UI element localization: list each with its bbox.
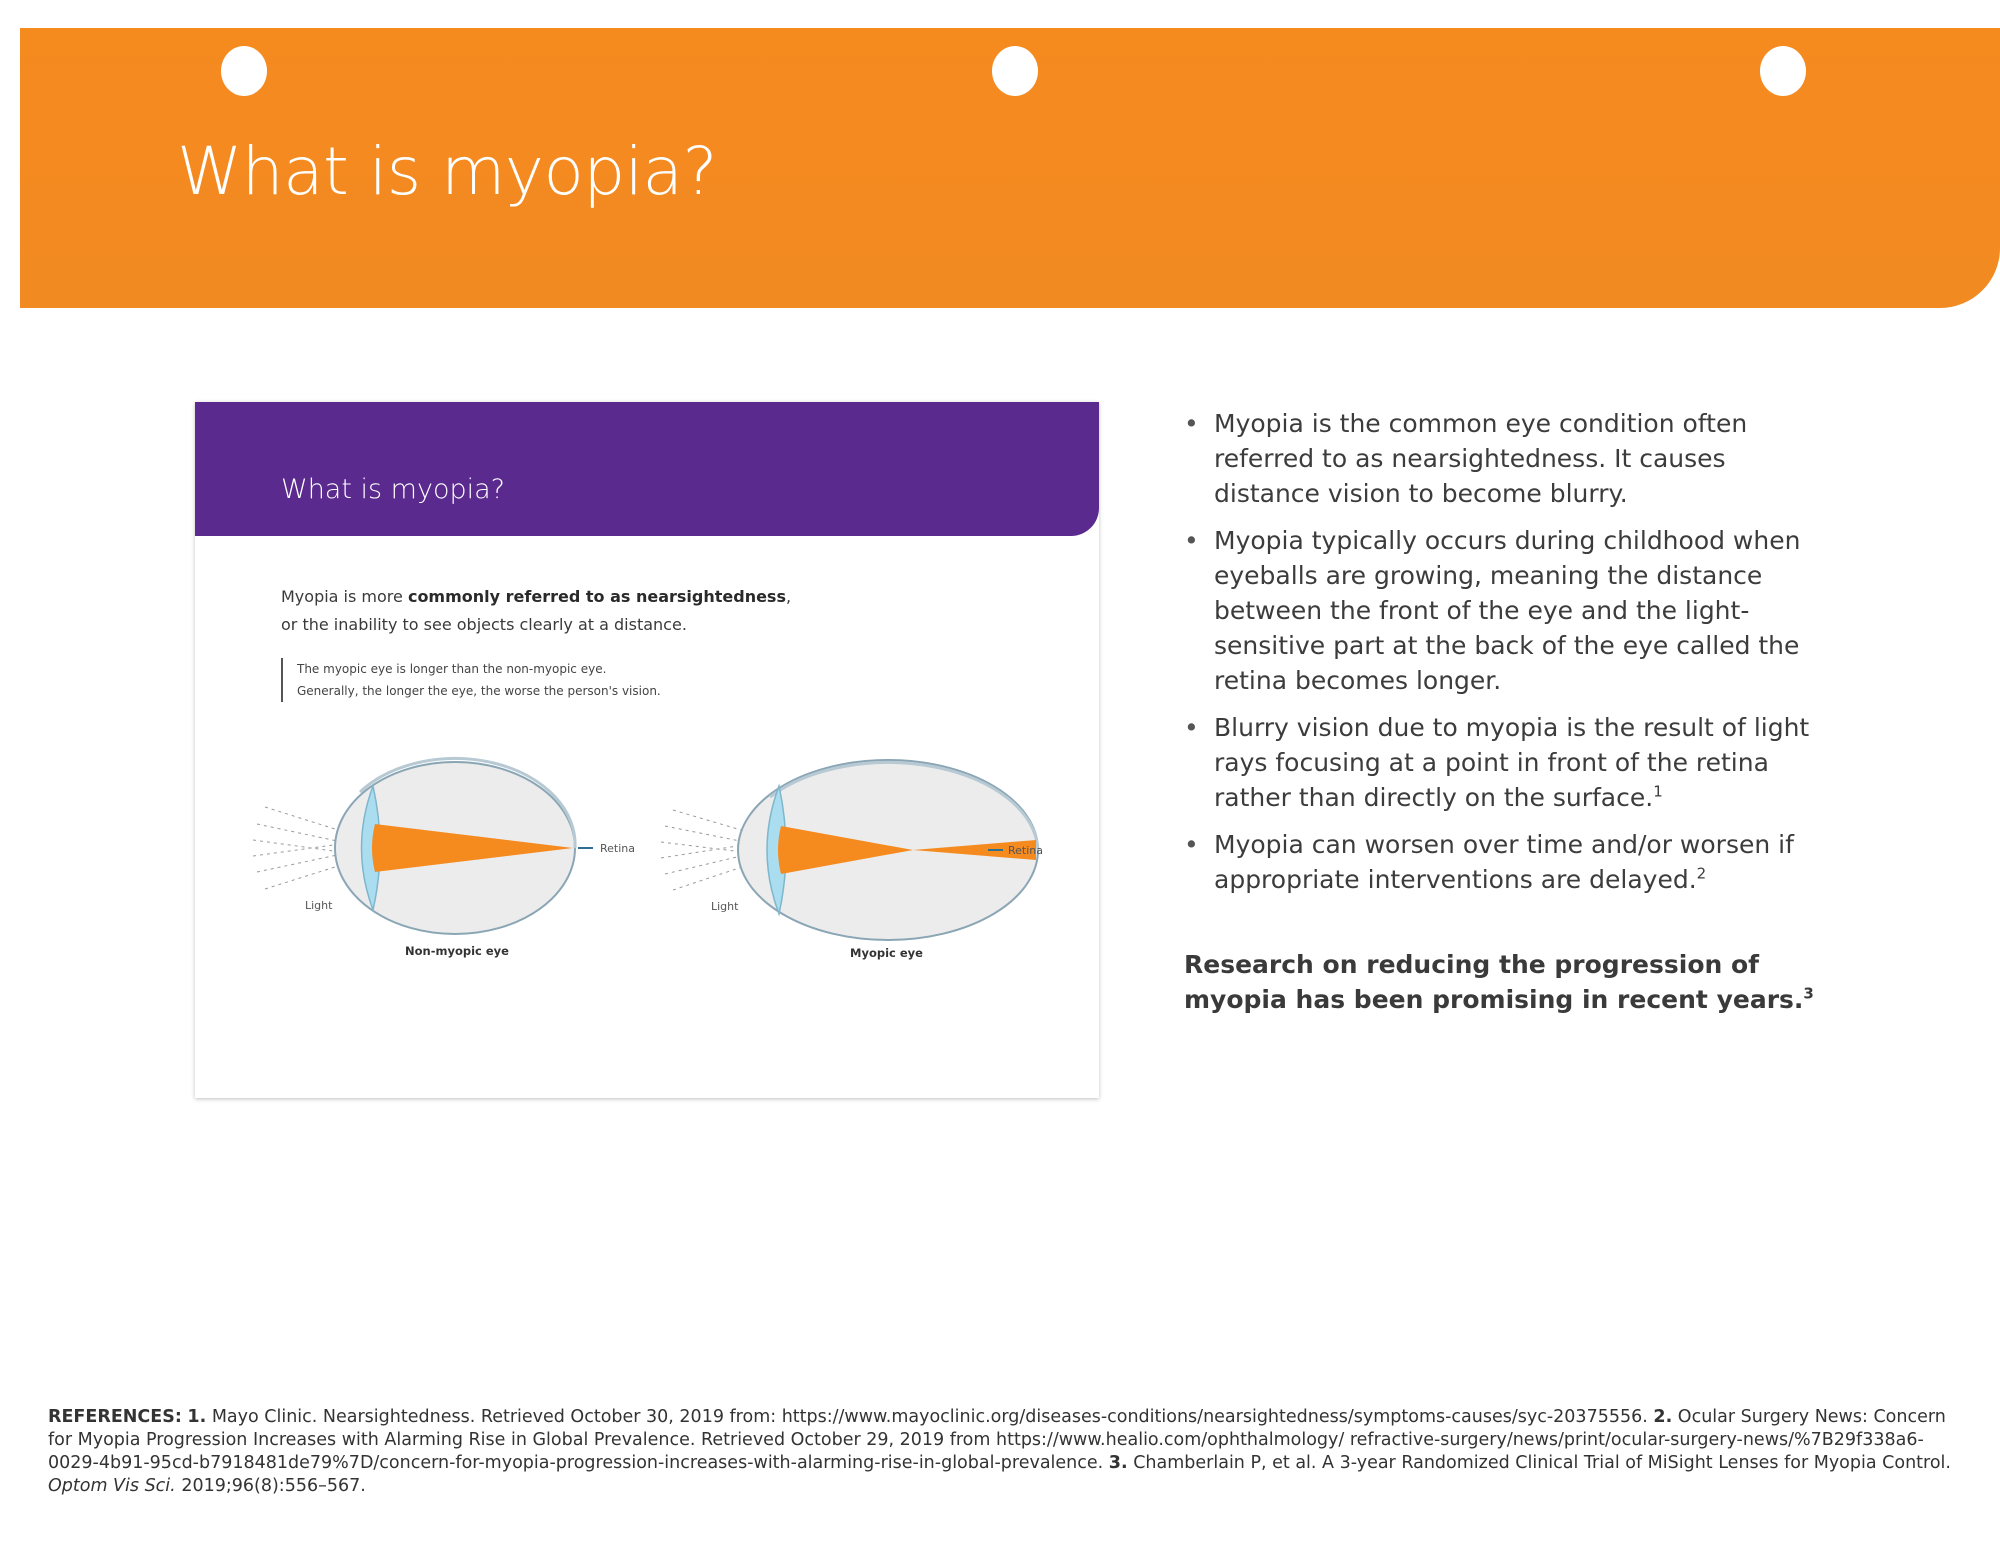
reference-number: 2.: [1653, 1407, 1673, 1427]
left-light-label: Light: [305, 899, 333, 912]
card-title: What is myopia?: [281, 474, 505, 505]
note-line-1: The myopic eye is longer than the non-myopic eye.: [297, 662, 607, 676]
reference-3: Chamberlain P, et al. A 3-year Randomized Clinical Trial of MiSight Lenses for Myopia Control.: [1133, 1453, 1951, 1473]
non-myopic-eye-illustration: [253, 758, 635, 958]
references: [48, 1406, 1968, 1498]
non-myopic-caption: Non-myopic eye: [405, 944, 509, 958]
page-title: What is myopia?: [177, 133, 718, 210]
bullet-text: Myopia can worsen over time and/or worsen if appropriate interventions are delayed.: [1214, 830, 1794, 894]
myopic-eye-illustration: [661, 760, 1043, 960]
reference-1: Mayo Clinic. Nearsightedness. Retrieved October 30, 2019 from: https://www.mayoclinic.org/diseases-conditions/nearsightedness/symptoms-causes/syc-20375556.: [211, 1407, 1648, 1427]
eye-diagram: [195, 752, 1099, 1042]
reference-2: Ocular Surgery News: Concern for Myopia Progression Increases with Alarming Rise in Global Prevalence. Retrieved October 29, 2019 from https://www.healio.com/ophthalmology/ refractive-surgery/news/print/ocular-surgery-news/%7B29f338a6-0029-4b91-95cd-b7918481de79%7D/concern-for-myopia-progression-increases-with-alarming-rise-in-global-prevalence.: [48, 1407, 1946, 1473]
punch-hole-left: [221, 46, 267, 96]
reference-3-journal: Optom Vis Sci.: [48, 1476, 176, 1496]
myopia-card: [195, 402, 1099, 1098]
reference-number: 1.: [187, 1407, 207, 1427]
reference-3-details: 2019;96(8):556–567.: [181, 1476, 366, 1496]
card-header: [195, 402, 1099, 536]
list-item: [1184, 710, 1824, 815]
bullet-text: Blurry vision due to myopia is the result of light rays focusing at a point in front of the retina rather than directly on the surface.: [1214, 713, 1810, 812]
intro-text-start: Myopia is more: [281, 587, 408, 606]
research-statement: [1184, 947, 1824, 1017]
intro-bold-text: commonly referred to as nearsightedness: [407, 587, 786, 606]
references-label: REFERENCES:: [48, 1407, 182, 1427]
citation-marker: 3: [1803, 984, 1814, 1003]
citation-marker: 1: [1653, 782, 1663, 801]
bullet-text: Myopia is the common eye condition often referred to as nearsightedness. It causes distance vision to become blurry.: [1214, 409, 1748, 508]
list-item: [1184, 827, 1824, 897]
reference-number: 3.: [1108, 1453, 1128, 1473]
list-item: [1184, 406, 1824, 511]
myopia-facts-list: [1184, 406, 1824, 909]
research-text: Research on reducing the progression of myopia has been promising in recent years.: [1184, 950, 1804, 1014]
intro-comma: ,: [785, 587, 792, 606]
note-line-2: Generally, the longer the eye, the worse the person's vision.: [297, 684, 661, 698]
bullet-text: Myopia typically occurs during childhood when eyeballs are growing, meaning the distance between the front of the eye and the light-sensitive part at the back of the eye called the retina becomes longer.: [1214, 526, 1801, 695]
card-note: [281, 658, 661, 702]
citation-marker: 2: [1696, 864, 1707, 883]
intro-text-line2: or the inability to see objects clearly at a distance.: [281, 615, 687, 634]
card-intro: [281, 583, 841, 639]
myopic-caption: Myopic eye: [850, 946, 923, 960]
punch-hole-center: [992, 46, 1038, 96]
right-retina-label: Retina: [1008, 844, 1043, 857]
right-light-label: Light: [711, 900, 739, 913]
left-retina-label: Retina: [600, 842, 635, 855]
list-item: [1184, 523, 1824, 698]
punch-hole-right: [1760, 46, 1806, 96]
